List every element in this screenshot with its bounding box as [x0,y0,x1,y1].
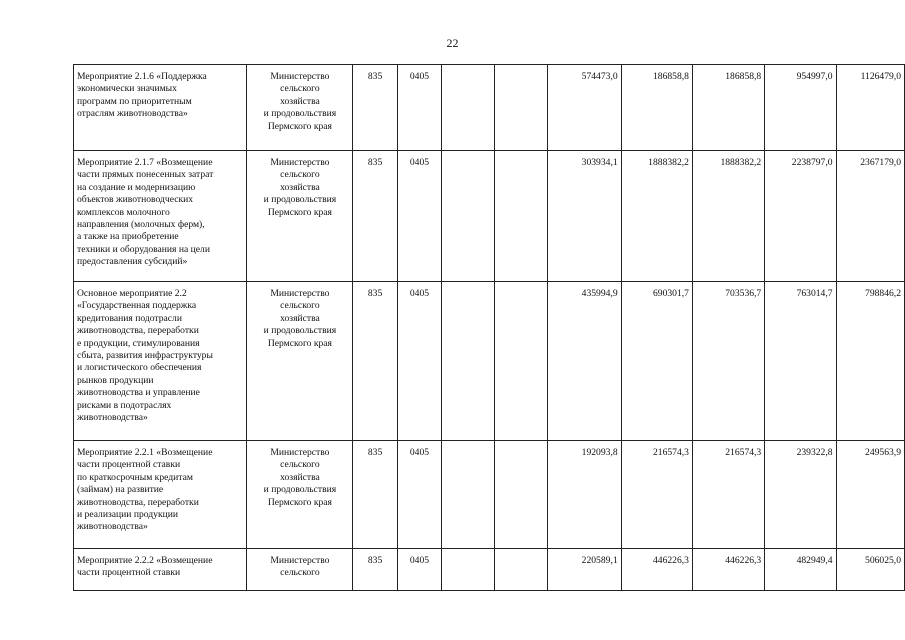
grbs-code-cell: 835 [353,441,397,549]
amount-year1-cell: 192093,8 [547,441,621,549]
grbs-code-cell: 835 [353,151,397,282]
expense-type-cell [494,151,547,282]
amount-year4-cell: 482949,4 [765,549,836,591]
section-code-cell: 0405 [397,549,441,591]
table-row [74,65,905,151]
target-article-cell [442,151,495,282]
budget-table [73,64,905,591]
amount-year2-cell: 446226,3 [621,549,692,591]
executor-cell: Министерство сельского хозяйства и продовольствия Пермского края [247,282,353,441]
section-code-cell: 0405 [397,441,441,549]
amount-year2-cell: 216574,3 [621,441,692,549]
amount-year1-cell: 220589,1 [547,549,621,591]
table-row [74,151,905,282]
amount-year5-cell: 249563,9 [836,441,904,549]
amount-year5-cell: 1126479,0 [836,65,904,151]
target-article-cell [442,549,495,591]
amount-year3-cell: 1888382,2 [692,151,764,282]
expense-type-cell [494,441,547,549]
expense-type-cell [494,65,547,151]
expense-type-cell [494,549,547,591]
section-code-cell: 0405 [397,65,441,151]
amount-year4-cell: 239322,8 [765,441,836,549]
amount-year3-cell: 703536,7 [692,282,764,441]
amount-year3-cell: 446226,3 [692,549,764,591]
target-article-cell [442,441,495,549]
table-row [74,282,905,441]
measure-name-cell: Мероприятие 2.1.7 «Возмещение части прямых понесенных затрат на создание и модернизацию объектов животноводческих комплексов молочного направления (молочных ферм), а также на приобретение техники и оборудования на цели предоставления субсидий» [74,151,247,282]
target-article-cell [442,65,495,151]
amount-year5-cell: 798846,2 [836,282,904,441]
amount-year3-cell: 216574,3 [692,441,764,549]
amount-year3-cell: 186858,8 [692,65,764,151]
amount-year4-cell: 2238797,0 [765,151,836,282]
amount-year5-cell: 506025,0 [836,549,904,591]
measure-name-cell: Мероприятие 2.2.2 «Возмещение части процентной ставки [74,549,247,591]
amount-year4-cell: 763014,7 [765,282,836,441]
section-code-cell: 0405 [397,151,441,282]
amount-year5-cell: 2367179,0 [836,151,904,282]
target-article-cell [442,282,495,441]
amount-year1-cell: 435994,9 [547,282,621,441]
executor-cell: Министерство сельского хозяйства и продовольствия Пермского края [247,441,353,549]
amount-year4-cell: 954997,0 [765,65,836,151]
measure-name-cell: Мероприятие 2.1.6 «Поддержка экономически значимых программ по приоритетным отраслям животноводства» [74,65,247,151]
amount-year1-cell: 574473,0 [547,65,621,151]
amount-year1-cell: 303934,1 [547,151,621,282]
measure-name-cell: Мероприятие 2.2.1 «Возмещение части процентной ставки по краткосрочным кредитам (займам) на развитие животноводства, переработки и реализации продукции животноводства» [74,441,247,549]
amount-year2-cell: 1888382,2 [621,151,692,282]
table-row [74,549,905,591]
executor-cell: Министерство сельского хозяйства и продовольствия Пермского края [247,65,353,151]
expense-type-cell [494,282,547,441]
grbs-code-cell: 835 [353,282,397,441]
section-code-cell: 0405 [397,282,441,441]
grbs-code-cell: 835 [353,65,397,151]
amount-year2-cell: 186858,8 [621,65,692,151]
executor-cell: Министерство сельского [247,549,353,591]
amount-year2-cell: 690301,7 [621,282,692,441]
grbs-code-cell: 835 [353,549,397,591]
table-row [74,441,905,549]
measure-name-cell: Основное мероприятие 2.2 «Государственная поддержка кредитования подотрасли животноводства, переработки е продукции, стимулирования сбыта, развития инфраструктуры и логистического обеспечения рынков продукции животноводства и управление рисками в подотраслях животноводства» [74,282,247,441]
executor-cell: Министерство сельского хозяйства и продовольствия Пермского края [247,151,353,282]
page-number: 22 [446,36,459,50]
